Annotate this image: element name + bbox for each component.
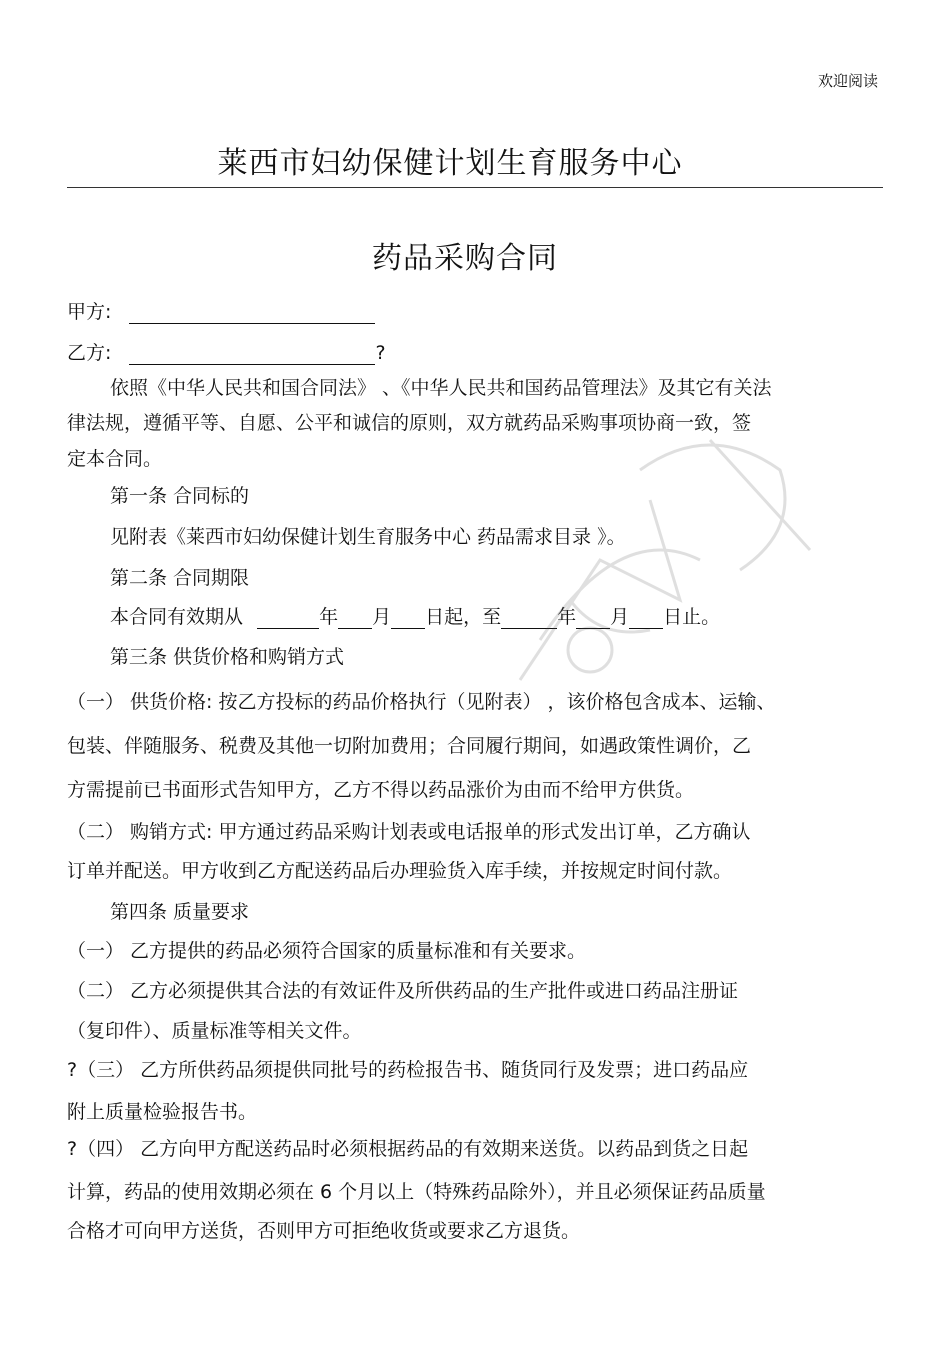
article-1-title: 第一条 合同标的 [110, 485, 250, 507]
term-text: 月 [610, 606, 630, 628]
article-2-title: 第二条 合同期限 [110, 567, 250, 589]
party-b-blank [129, 344, 375, 365]
start-day-blank [391, 608, 425, 629]
header-note: 欢迎阅读 [817, 72, 878, 90]
start-month-blank [338, 608, 372, 629]
article-3-line: （二） 购销方式: 甲方通过药品采购计划表或电话报单的形式发出订单，乙方确认 [67, 821, 751, 843]
party-b-suffix: ? [375, 342, 386, 364]
article-4-line: 计算，药品的使用效期必须在 6 个月以上（特殊药品除外），并且必须保证药品质量 [67, 1181, 766, 1203]
intro-line: 律法规，遵循平等、自愿、公平和诚信的原则，双方就药品采购事项协商一致，签 [67, 412, 752, 434]
article-4-line: （复印件）、质量标准等相关文件。 [67, 1020, 362, 1042]
intro-line: 依照《中华人民共和国合同法》 、《中华人民共和国药品管理法》及其它有关法 [110, 377, 772, 399]
party-a-blank [129, 303, 375, 324]
organization-title: 莱西市妇幼保健计划生育服务中心 [217, 146, 683, 181]
article-3-line: 包装、伴随服务、税费及其他一切附加费用；合同履行期间，如遇政策性调价，乙 [67, 735, 752, 757]
article-4-title: 第四条 质量要求 [110, 901, 250, 923]
article-3-line: （一） 供货价格: 按乙方投标的药品价格执行（见附表） ，该价格包含成本、运输、 [67, 691, 776, 713]
party-a-line [67, 297, 375, 324]
article-4-line: （二） 乙方必须提供其合法的有效证件及所供药品的生产批件或进口药品注册证 [67, 980, 739, 1002]
article-4-line: 合格才可向甲方送货，否则甲方可拒绝收货或要求乙方退货。 [67, 1220, 581, 1242]
article-4-line: （一） 乙方提供的药品必须符合国家的质量标准和有关要求。 [67, 940, 587, 962]
header-divider [67, 187, 883, 188]
article-3-line: 订单并配送。甲方收到乙方配送药品后办理验货入库手续，并按规定时间付款。 [67, 860, 733, 882]
term-text: 日止。 [663, 606, 721, 628]
contract-title: 药品采购合同 [372, 241, 558, 276]
article-3-title: 第三条 供货价格和购销方式 [110, 646, 345, 668]
term-text: 日起，至 [425, 606, 502, 628]
article-1-body: 见附表《莱西市妇幼保健计划生育服务中心 药品需求目录 》。 [110, 526, 626, 548]
article-4-line: ?（四） 乙方向甲方配送药品时必须根据药品的有效期来送货。以药品到货之日起 [67, 1138, 749, 1160]
article-4-line: ?（三） 乙方所供药品须提供同批号的药检报告书、随货同行及发票；进口药品应 [67, 1059, 749, 1081]
term-text: 本合同有效期从 [110, 606, 244, 628]
party-a-label: 甲方: [67, 301, 112, 323]
party-b-line [67, 338, 386, 365]
intro-line: 定本合同。 [67, 448, 163, 470]
term-text: 月 [372, 606, 392, 628]
term-text: 年 [557, 606, 577, 628]
watermark-icon [480, 380, 840, 720]
start-year-blank [257, 608, 319, 629]
article-4-line: 附上质量检验报告书。 [67, 1101, 258, 1123]
party-b-label: 乙方: [67, 342, 112, 364]
term-text: 年 [319, 606, 339, 628]
article-3-line: 方需提前已书面形式告知甲方，乙方不得以药品涨价为由而不给甲方供货。 [67, 779, 695, 801]
